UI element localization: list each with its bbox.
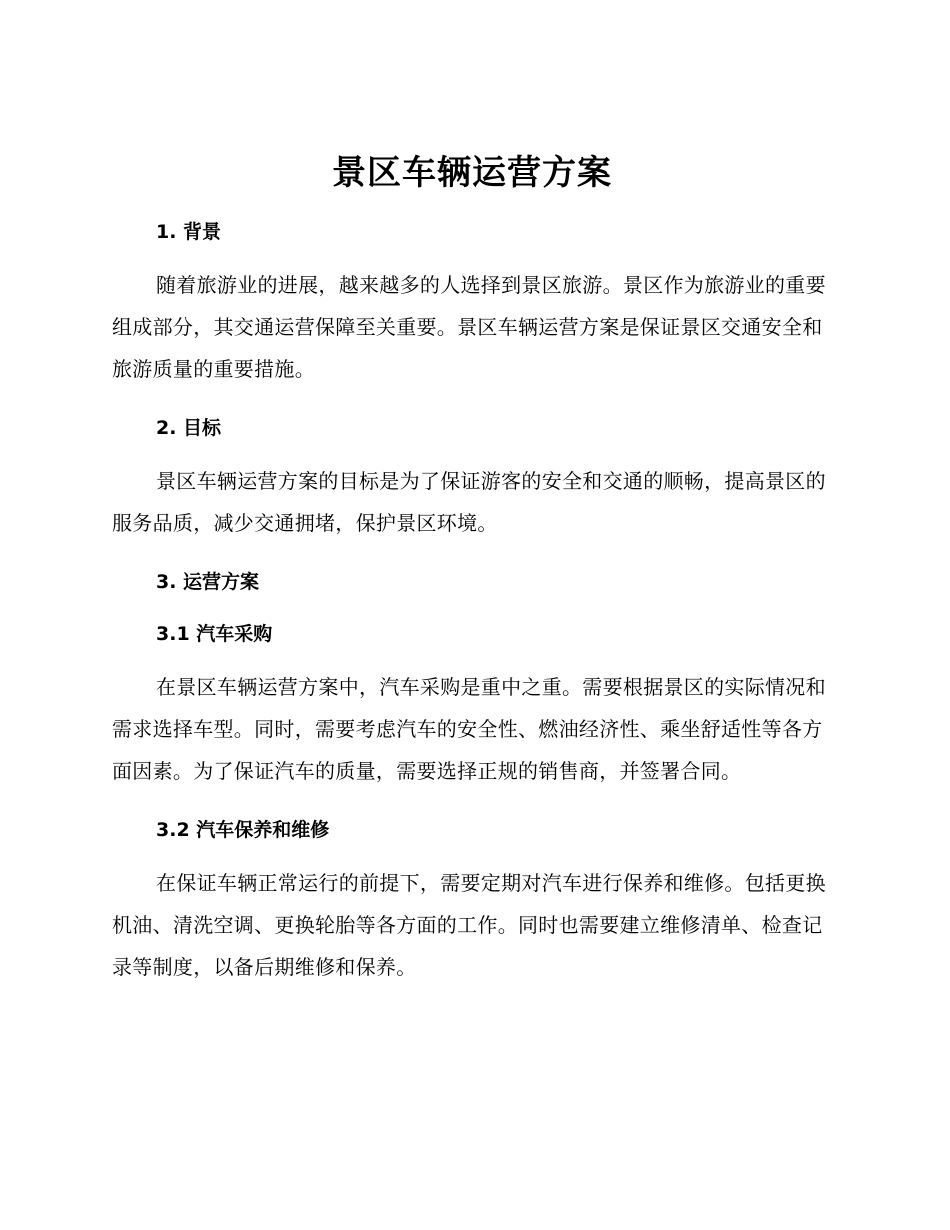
section-paragraph-background: 随着旅游业的进展，越来越多的人选择到景区旅游。景区作为旅游业的重要组成部分，其交通运营保障至关重要。景区车辆运营方案是保证景区交通安全和旅游质量的重要措施。 — [112, 273, 826, 381]
section-heading-background: 1. 背景 — [156, 221, 222, 243]
section-paragraph-goal: 景区车辆运营方案的目标是为了保证游客的安全和交通的顺畅，提高景区的服务品质，减少交通拥堵，保护景区环境。 — [112, 469, 826, 535]
section-heading-maintenance: 3.2 汽车保养和维修 — [156, 819, 330, 841]
section-heading-vehicle-purchase: 3.1 汽车采购 — [156, 623, 273, 645]
section-paragraph-vehicle-purchase: 在景区车辆运营方案中，汽车采购是重中之重。需要根据景区的实际情况和需求选择车型。同时，需要考虑汽车的安全性、燃油经济性、乘坐舒适性等各方面因素。为了保证汽车的质量，需要选择正规的销售商，并签署合同。 — [112, 675, 826, 783]
section-paragraph-maintenance: 在保证车辆正常运行的前提下，需要定期对汽车进行保养和维修。包括更换机油、清洗空调、更换轮胎等各方面的工作。同时也需要建立维修清单、检查记录等制度，以备后期维修和保养。 — [112, 871, 826, 979]
document-page — [112, 150, 832, 988]
page-title: 景区车辆运营方案 — [332, 153, 612, 193]
section-heading-operation-plan: 3. 运营方案 — [156, 571, 260, 593]
section-heading-goal: 2. 目标 — [156, 417, 222, 439]
